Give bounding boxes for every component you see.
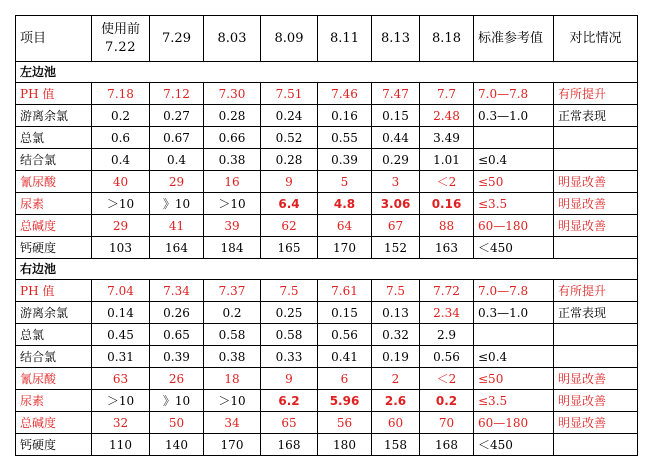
value-cell: 6	[318, 368, 372, 390]
value-cell: 0.39	[150, 346, 204, 368]
value-cell: 62	[261, 215, 318, 237]
row-label: 游离余氯	[16, 105, 92, 127]
table-row	[16, 324, 638, 346]
table-row	[16, 193, 638, 215]
value-cell: ＞10	[204, 390, 261, 412]
value-cell: 0.31	[92, 346, 150, 368]
value-cell: 0.39	[318, 149, 372, 171]
table-row	[16, 412, 638, 434]
comparison-cell: 明显改善	[554, 390, 638, 412]
water-quality-table	[15, 15, 638, 456]
value-cell: 184	[204, 237, 261, 259]
value-cell: 4.8	[318, 193, 372, 215]
value-cell: ＜2	[420, 368, 474, 390]
table-row	[16, 302, 638, 324]
value-cell: 7.5	[372, 280, 420, 302]
comparison-cell	[554, 149, 638, 171]
value-cell: 67	[372, 215, 420, 237]
standard-cell: ≤3.5	[474, 193, 554, 215]
value-cell: 165	[261, 237, 318, 259]
table-row	[16, 149, 638, 171]
standard-cell: 0.3—1.0	[474, 105, 554, 127]
standard-cell: 60—180	[474, 412, 554, 434]
value-cell: 0.32	[372, 324, 420, 346]
value-cell: 32	[92, 412, 150, 434]
value-cell: 0.4	[92, 149, 150, 171]
value-cell: ＞10	[92, 390, 150, 412]
section-header-row	[16, 259, 638, 280]
value-cell: 64	[318, 215, 372, 237]
value-cell: 63	[92, 368, 150, 390]
value-cell: 0.65	[150, 324, 204, 346]
standard-cell: ＜450	[474, 434, 554, 456]
value-cell: 50	[150, 412, 204, 434]
row-label: PH 值	[16, 280, 92, 302]
comparison-cell: 明显改善	[554, 215, 638, 237]
value-cell: 3	[372, 171, 420, 193]
value-cell: 7.18	[92, 83, 150, 105]
row-label: 总碱度	[16, 412, 92, 434]
row-label: 总氯	[16, 324, 92, 346]
value-cell: 0.27	[150, 105, 204, 127]
value-cell: 0.6	[92, 127, 150, 149]
table-row	[16, 390, 638, 412]
header-cell-date: 8.09	[261, 16, 318, 62]
value-cell: 0.28	[261, 149, 318, 171]
comparison-cell: 有所提升	[554, 280, 638, 302]
value-cell: 1.01	[420, 149, 474, 171]
table-header-row	[16, 16, 638, 62]
comparison-cell	[554, 346, 638, 368]
value-cell: 170	[204, 434, 261, 456]
value-cell: 0.2	[92, 105, 150, 127]
value-cell: ＞10	[92, 193, 150, 215]
row-label: PH 值	[16, 83, 92, 105]
comparison-cell: 明显改善	[554, 368, 638, 390]
value-cell: 6.4	[261, 193, 318, 215]
section-title: 右边池	[16, 259, 638, 280]
value-cell: 0.56	[420, 346, 474, 368]
comparison-cell	[554, 324, 638, 346]
value-cell: 0.24	[261, 105, 318, 127]
header-line: 7.22	[105, 39, 136, 55]
value-cell: 70	[420, 412, 474, 434]
value-cell: 40	[92, 171, 150, 193]
value-cell: 0.13	[372, 302, 420, 324]
row-label: 结合氯	[16, 149, 92, 171]
value-cell: 0.38	[204, 346, 261, 368]
value-cell: 0.4	[150, 149, 204, 171]
value-cell: 7.51	[261, 83, 318, 105]
value-cell: 3.49	[420, 127, 474, 149]
value-cell: 7.34	[150, 280, 204, 302]
table-row	[16, 346, 638, 368]
value-cell: ＜2	[420, 171, 474, 193]
table-row	[16, 368, 638, 390]
row-label: 游离余氯	[16, 302, 92, 324]
value-cell: 0.15	[318, 302, 372, 324]
value-cell: 18	[204, 368, 261, 390]
standard-cell: ＜450	[474, 237, 554, 259]
value-cell: 39	[204, 215, 261, 237]
value-cell: 168	[261, 434, 318, 456]
header-cell-comparison: 对比情况	[554, 16, 638, 62]
value-cell: 7.5	[261, 280, 318, 302]
row-label: 钙硬度	[16, 434, 92, 456]
value-cell: 0.66	[204, 127, 261, 149]
value-cell: 0.16	[318, 105, 372, 127]
table-row	[16, 83, 638, 105]
value-cell: 6.2	[261, 390, 318, 412]
value-cell: 0.29	[372, 149, 420, 171]
value-cell: 103	[92, 237, 150, 259]
value-cell: 0.33	[261, 346, 318, 368]
standard-cell	[474, 127, 554, 149]
value-cell: 60	[372, 412, 420, 434]
value-cell: 7.12	[150, 83, 204, 105]
value-cell: 0.44	[372, 127, 420, 149]
value-cell: 0.14	[92, 302, 150, 324]
value-cell: 0.19	[372, 346, 420, 368]
value-cell: 0.28	[204, 105, 261, 127]
comparison-cell: 正常表现	[554, 105, 638, 127]
standard-cell: ≤50	[474, 171, 554, 193]
standard-cell: ≤3.5	[474, 390, 554, 412]
header-cell-date: 8.18	[420, 16, 474, 62]
row-label: 钙硬度	[16, 237, 92, 259]
row-label: 尿素	[16, 390, 92, 412]
row-label: 总碱度	[16, 215, 92, 237]
section-title: 左边池	[16, 62, 638, 83]
value-cell: 7.61	[318, 280, 372, 302]
comparison-cell: 明显改善	[554, 412, 638, 434]
value-cell: 3.06	[372, 193, 420, 215]
value-cell: 0.45	[92, 324, 150, 346]
value-cell: 0.16	[420, 193, 474, 215]
header-cell-before	[92, 16, 150, 62]
value-cell: 164	[150, 237, 204, 259]
value-cell: 7.46	[318, 83, 372, 105]
value-cell: 65	[261, 412, 318, 434]
value-cell: 158	[372, 434, 420, 456]
value-cell: 9	[261, 171, 318, 193]
row-label: 总氯	[16, 127, 92, 149]
value-cell: 0.58	[204, 324, 261, 346]
value-cell: 152	[372, 237, 420, 259]
value-cell: 2.48	[420, 105, 474, 127]
value-cell: 7.04	[92, 280, 150, 302]
value-cell: 0.25	[261, 302, 318, 324]
value-cell: 0.41	[318, 346, 372, 368]
standard-cell: 0.3—1.0	[474, 302, 554, 324]
header-cell-date: 8.13	[372, 16, 420, 62]
value-cell: 7.7	[420, 83, 474, 105]
row-label: 结合氯	[16, 346, 92, 368]
header-cell-date: 7.29	[150, 16, 204, 62]
header-cell-standard: 标准参考值	[474, 16, 554, 62]
value-cell: 0.2	[204, 302, 261, 324]
value-cell: 140	[150, 434, 204, 456]
value-cell: 2.6	[372, 390, 420, 412]
value-cell: 9	[261, 368, 318, 390]
value-cell: 5.96	[318, 390, 372, 412]
standard-cell: ≤0.4	[474, 149, 554, 171]
comparison-cell	[554, 434, 638, 456]
comparison-cell: 有所提升	[554, 83, 638, 105]
value-cell: 5	[318, 171, 372, 193]
value-cell: 163	[420, 237, 474, 259]
value-cell: 0.15	[372, 105, 420, 127]
value-cell: 2.9	[420, 324, 474, 346]
standard-cell: 7.0—7.8	[474, 280, 554, 302]
header-cell-item: 项目	[16, 16, 92, 62]
value-cell: 170	[318, 237, 372, 259]
table-row	[16, 215, 638, 237]
standard-cell: 60—180	[474, 215, 554, 237]
section-header-row	[16, 62, 638, 83]
table-body	[16, 16, 638, 456]
standard-cell	[474, 324, 554, 346]
value-cell: 110	[92, 434, 150, 456]
value-cell: 7.37	[204, 280, 261, 302]
standard-cell: ≤0.4	[474, 346, 554, 368]
comparison-cell	[554, 127, 638, 149]
table-row	[16, 237, 638, 259]
header-line: 使用前	[100, 21, 140, 37]
value-cell: 0.26	[150, 302, 204, 324]
value-cell: 7.47	[372, 83, 420, 105]
value-cell: 29	[150, 171, 204, 193]
table-row	[16, 434, 638, 456]
comparison-cell: 明显改善	[554, 193, 638, 215]
value-cell: 29	[92, 215, 150, 237]
value-cell: 》10	[150, 193, 204, 215]
value-cell: 7.30	[204, 83, 261, 105]
value-cell: 》10	[150, 390, 204, 412]
value-cell: 0.58	[261, 324, 318, 346]
value-cell: 34	[204, 412, 261, 434]
standard-cell: 7.0—7.8	[474, 83, 554, 105]
row-label: 氰尿酸	[16, 171, 92, 193]
header-cell-date: 8.11	[318, 16, 372, 62]
header-cell-date: 8.03	[204, 16, 261, 62]
value-cell: ＞10	[204, 193, 261, 215]
table-row	[16, 127, 638, 149]
value-cell: 2	[372, 368, 420, 390]
value-cell: 0.38	[204, 149, 261, 171]
value-cell: 0.55	[318, 127, 372, 149]
value-cell: 0.52	[261, 127, 318, 149]
comparison-cell: 正常表现	[554, 302, 638, 324]
table-row	[16, 105, 638, 127]
value-cell: 7.72	[420, 280, 474, 302]
value-cell: 0.67	[150, 127, 204, 149]
row-label: 尿素	[16, 193, 92, 215]
value-cell: 180	[318, 434, 372, 456]
table-row	[16, 280, 638, 302]
comparison-cell	[554, 237, 638, 259]
table-row	[16, 171, 638, 193]
value-cell: 16	[204, 171, 261, 193]
value-cell: 2.34	[420, 302, 474, 324]
standard-cell: ≤50	[474, 368, 554, 390]
value-cell: 26	[150, 368, 204, 390]
comparison-cell: 明显改善	[554, 171, 638, 193]
value-cell: 88	[420, 215, 474, 237]
value-cell: 168	[420, 434, 474, 456]
value-cell: 0.2	[420, 390, 474, 412]
value-cell: 0.56	[318, 324, 372, 346]
value-cell: 56	[318, 412, 372, 434]
row-label: 氰尿酸	[16, 368, 92, 390]
value-cell: 41	[150, 215, 204, 237]
